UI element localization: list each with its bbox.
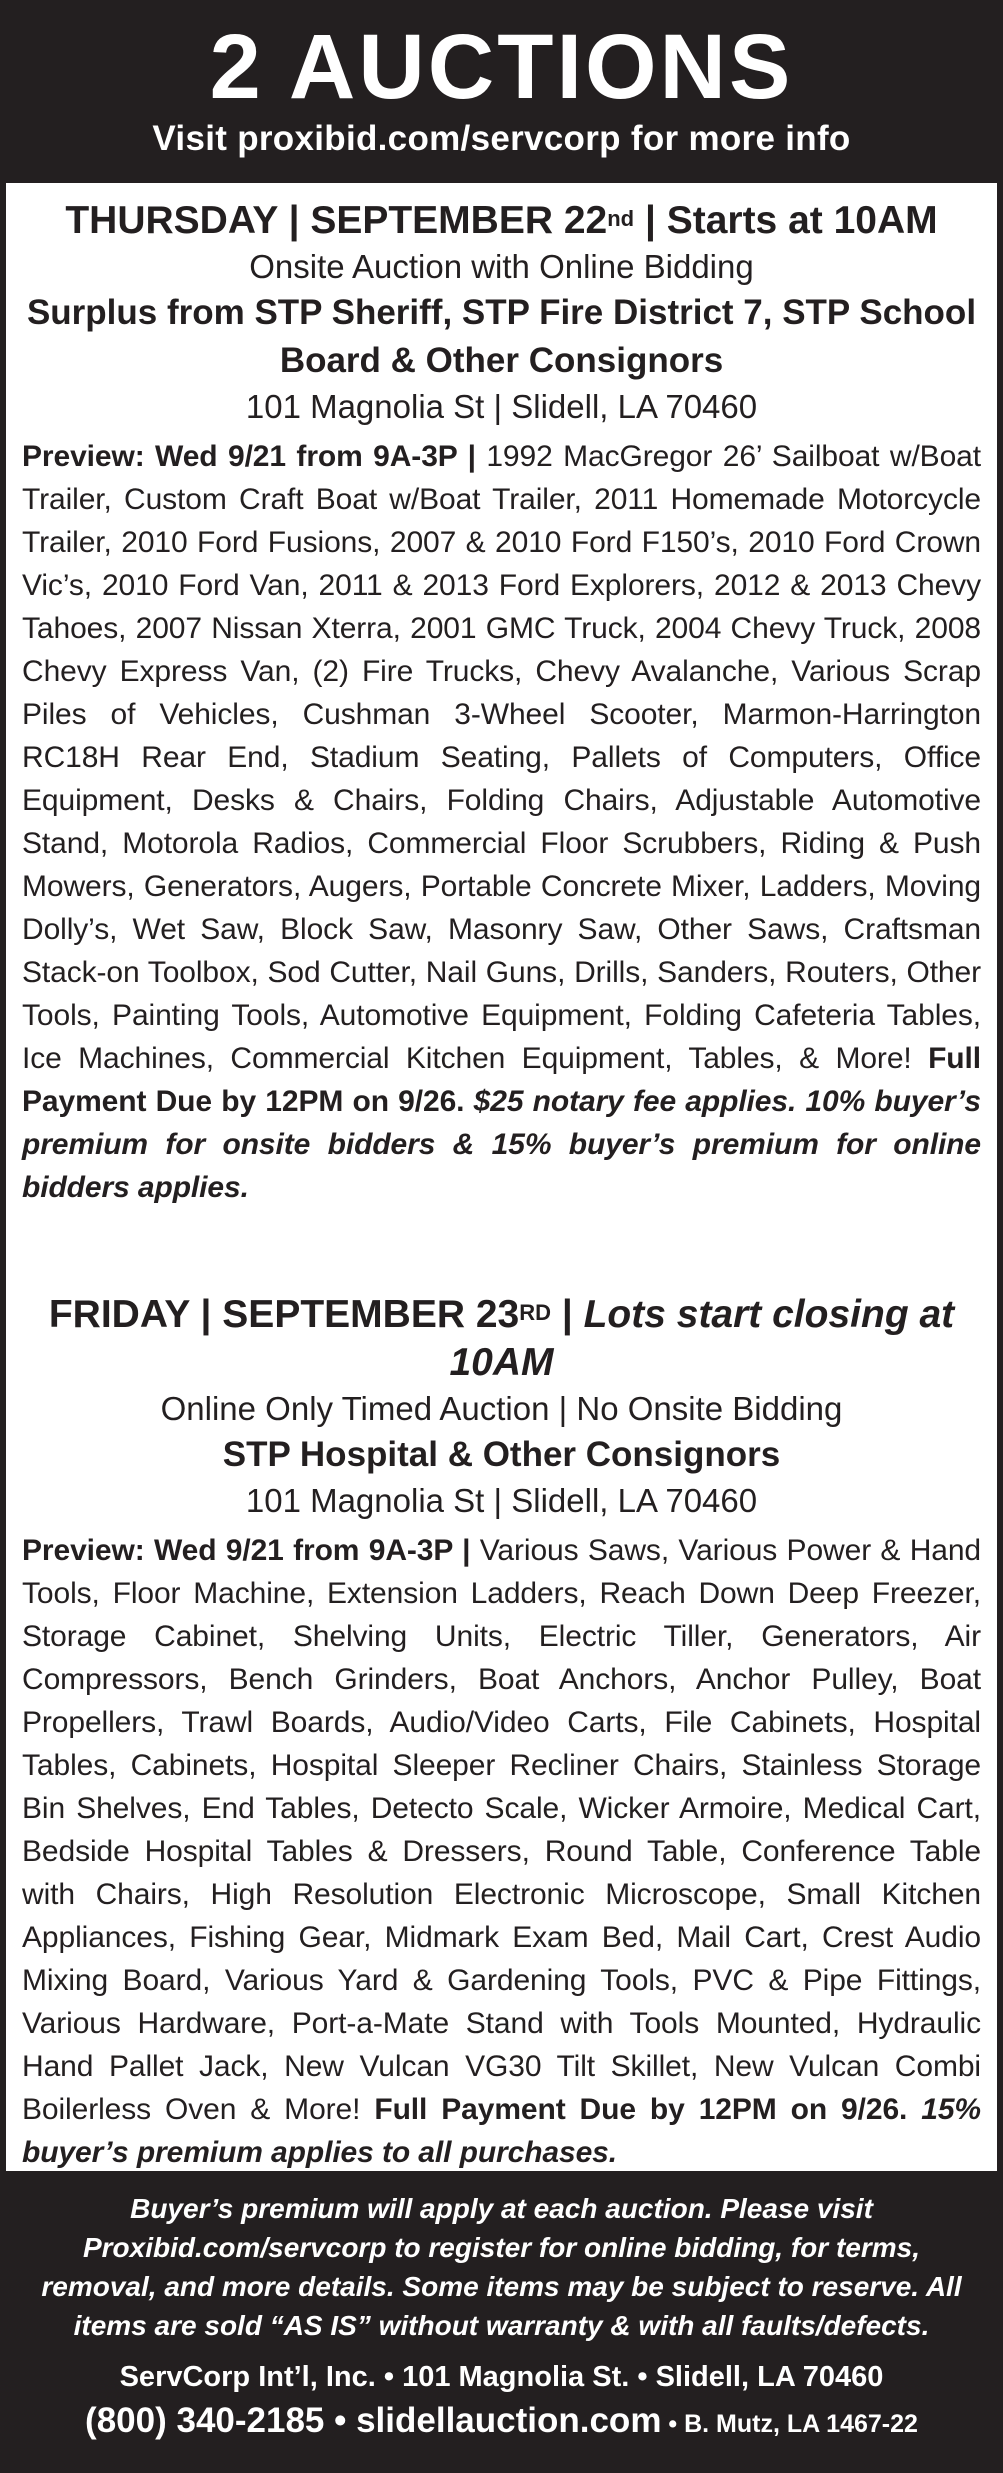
friday-start: Lots start closing at 10AM xyxy=(449,1293,955,1384)
friday-sep: | xyxy=(551,1293,584,1336)
friday-auction xyxy=(22,1291,981,2174)
footer-license: • B. Mutz, LA 1467-22 xyxy=(661,2410,918,2438)
visit-link[interactable]: Visit proxibid.com/servcorp for more info xyxy=(152,119,851,158)
thursday-date: THURSDAY | SEPTEMBER 22 xyxy=(65,199,608,242)
thursday-preview: Preview: Wed 9/21 from 9A-3P | xyxy=(22,440,476,473)
friday-payment: Full Payment Due by 12PM on 9/26. xyxy=(374,2093,908,2126)
friday-preview: Preview: Wed 9/21 from 9A-3P | xyxy=(22,1534,471,1567)
friday-items xyxy=(22,1529,981,2174)
friday-date: FRIDAY | SEPTEMBER 23 xyxy=(48,1293,520,1336)
thursday-payment: Full Payment Due by 12PM on 9/26. xyxy=(22,1042,981,1118)
friday-date-suffix: RD xyxy=(519,1300,551,1325)
thursday-items xyxy=(22,435,981,1209)
friday-heading xyxy=(22,1291,981,1387)
friday-item-list: Various Saws, Various Power & Hand Tools, Floor Machine, Extension Ladders, Reach Down Deep Freezer, Storage Cabinet, Shelving Units, Electric Tiller, Generators, Air Compressors, Bench Grinders, Boat Anchors, Anchor Pulley, Boat Propellers, Trawl Boards, Audio/Video Carts, File Cabinets, Hospital Tables, Cabinets, Hospital Sleeper Recliner Chairs, Stainless Storage Bin Shelves, End Tables, Detecto Scale, Wicker Armoire, Medical Cart, Bedside Hospital Tables & Dressers, Round Table, Conference Table with Chairs, High Resolution Electronic Microscope, Small Kitchen Appliances, Fishing Gear, Midmark Exam Bed, Mail Cart, Crest Audio Mixing Board, Various Yard & Gardening Tools, PVC & Pipe Fittings, Various Hardware, Port-a-Mate Stand with Tools Mounted, Hydraulic Hand Pallet Jack, New Vulcan VG30 Tilt Skillet, New Vulcan Combi Boilerless Oven & More! xyxy=(22,1534,982,2126)
thursday-start: | Starts at 10AM xyxy=(634,199,938,242)
thursday-item-list: 1992 MacGregor 26’ Sailboat w/Boat Trailer, Custom Craft Boat w/Boat Trailer, 2011 Homemade Motorcycle Trailer, 2010 Ford Fusions, 2007 & 2010 Ford F150’s, 2010 Ford Crown Vic’s, 2010 Ford Van, 2011 & 2013 Ford Explorers, 2012 & 2013 Chevy Tahoes, 2007 Nissan Xterra, 2001 GMC Truck, 2004 Chevy Truck, 2008 Chevy Express Van, (2) Fire Trucks, Chevy Avalanche, Various Scrap Piles of Vehicles, Cushman 3-Wheel Scooter, Marmon-Harrington RC18H Rear End, Stadium Seating, Pallets of Computers, Office Equipment, Desks & Chairs, Folding Chairs, Adjustable Automotive Stand, Motorola Radios, Commercial Floor Scrubbers, Riding & Push Mowers, Generators, Augers, Portable Concrete Mixer, Ladders, Moving Dolly’s, Wet Saw, Block Saw, Masonry Saw, Other Saws, Craftsman Stack-on Toolbox, Sod Cutter, Nail Guns, Drills, Sanders, Routers, Other Tools, Painting Tools, Automotive Equipment, Folding Cafeteria Tables, Ice Machines, Commercial Kitchen Equipment, Tables, & More! xyxy=(22,440,981,1075)
thursday-auction xyxy=(22,197,981,1209)
friday-consignors: STP Hospital & Other Consignors xyxy=(222,1435,781,1474)
ad-title: 2 AUCTIONS xyxy=(209,16,794,118)
thursday-address: 101 Magnolia St | Slidell, LA 70460 xyxy=(245,388,758,425)
footer-company: ServCorp Int’l, Inc. • 101 Magnolia St. • Slidell, LA 70460 xyxy=(119,2361,884,2393)
ad-footer xyxy=(0,2171,1003,2473)
friday-terms: 15% buyer’s premium applies to all purchases. xyxy=(22,2093,981,2169)
thursday-consignors: Surplus from STP Sheriff, STP Fire District 7, STP School Board & Other Consignors xyxy=(26,293,977,380)
footer-phone-site[interactable]: (800) 340-2185 • slidellauction.com xyxy=(85,2401,662,2440)
friday-address: 101 Magnolia St | Slidell, LA 70460 xyxy=(245,1482,758,1519)
thursday-type: Onsite Auction with Online Bidding xyxy=(249,248,754,285)
footer-contact xyxy=(0,2397,1003,2452)
content-panel xyxy=(6,183,997,2171)
friday-type: Online Only Timed Auction | No Onsite Bidding xyxy=(160,1390,843,1427)
ad-header xyxy=(0,0,1003,180)
footer-note: Buyer’s premium will apply at each auction. Please visit Proxibid.com/servcorp to register for online bidding, for terms, removal, and more details. Some items may be subject to reserve. All items are sold “AS IS” without warranty & with all faults/defects. xyxy=(41,2193,962,2341)
thursday-date-suffix: nd xyxy=(607,206,635,231)
thursday-heading xyxy=(22,197,981,245)
thursday-terms: $25 notary fee applies. 10% buyer’s premium for onsite bidders & 15% buyer’s premium for online bidders applies. xyxy=(22,1085,982,1204)
